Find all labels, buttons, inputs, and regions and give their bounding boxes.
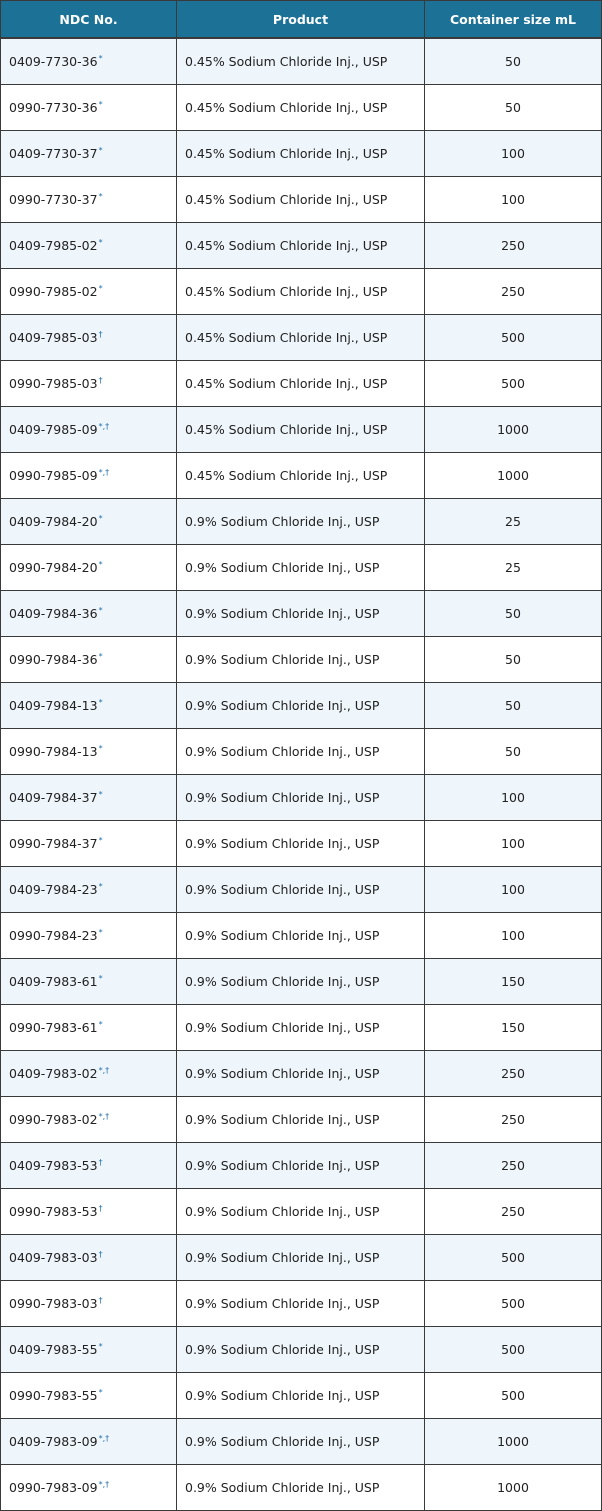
container-size-cell: 100: [425, 775, 602, 821]
footnote-link[interactable]: †: [98, 376, 103, 385]
table-row: [1, 1189, 602, 1235]
footnote-link[interactable]: *: [98, 652, 103, 661]
container-size-cell: 250: [425, 269, 602, 315]
ndc-code: 0990-7985-02: [9, 284, 98, 299]
ndc-code: 0409-7984-23: [9, 882, 98, 897]
header-product: Product: [177, 1, 425, 39]
ndc-code: 0409-7984-37: [9, 790, 98, 805]
ndc-cell: [1, 177, 177, 223]
ndc-cell: [1, 1005, 177, 1051]
ndc-code: 0990-7730-37: [9, 192, 98, 207]
footnote-link[interactable]: †: [98, 1158, 103, 1167]
container-size-cell: 25: [425, 499, 602, 545]
product-cell: 0.9% Sodium Chloride Inj., USP: [177, 1005, 425, 1051]
footnote-link[interactable]: *,†: [98, 422, 110, 431]
product-cell: 0.9% Sodium Chloride Inj., USP: [177, 775, 425, 821]
table-row: [1, 913, 602, 959]
ndc-cell: [1, 1327, 177, 1373]
table-row: [1, 545, 602, 591]
table-row: [1, 1235, 602, 1281]
footnote-link[interactable]: *,†: [98, 468, 110, 477]
ndc-code: 0990-7983-61: [9, 1020, 98, 1035]
ndc-code: 0990-7984-13: [9, 744, 98, 759]
ndc-cell: [1, 775, 177, 821]
ndc-cell: [1, 315, 177, 361]
footnote-link[interactable]: *: [98, 606, 103, 615]
ndc-cell: [1, 1189, 177, 1235]
ndc-code: 0990-7983-53: [9, 1204, 98, 1219]
table-header: [1, 1, 602, 39]
table-body: [1, 38, 602, 1511]
ndc-code: 0409-7983-53: [9, 1158, 98, 1173]
product-cell: 0.9% Sodium Chloride Inj., USP: [177, 1143, 425, 1189]
footnote-link[interactable]: *: [98, 100, 103, 109]
ndc-cell: [1, 269, 177, 315]
ndc-code: 0409-7983-55: [9, 1342, 98, 1357]
table-row: [1, 38, 602, 85]
ndc-code: 0990-7983-03: [9, 1296, 98, 1311]
ndc-cell: [1, 223, 177, 269]
ndc-cell: [1, 1465, 177, 1511]
container-size-cell: 150: [425, 959, 602, 1005]
container-size-cell: 50: [425, 637, 602, 683]
ndc-cell: [1, 453, 177, 499]
container-size-cell: 100: [425, 131, 602, 177]
table-row: [1, 1373, 602, 1419]
footnote-link[interactable]: *: [98, 882, 103, 891]
table-row: [1, 315, 602, 361]
footnote-link[interactable]: *,†: [98, 1112, 110, 1121]
ndc-code: 0990-7984-20: [9, 560, 98, 575]
ndc-cell: [1, 407, 177, 453]
ndc-cell: [1, 131, 177, 177]
ndc-code: 0409-7985-03: [9, 330, 98, 345]
table-row: [1, 1143, 602, 1189]
container-size-cell: 500: [425, 1327, 602, 1373]
product-cell: 0.9% Sodium Chloride Inj., USP: [177, 1327, 425, 1373]
table-row: [1, 591, 602, 637]
product-cell: 0.9% Sodium Chloride Inj., USP: [177, 959, 425, 1005]
container-size-cell: 100: [425, 821, 602, 867]
ndc-cell: [1, 1281, 177, 1327]
product-cell: 0.9% Sodium Chloride Inj., USP: [177, 821, 425, 867]
footnote-link[interactable]: †: [98, 330, 103, 339]
footnote-link[interactable]: *: [98, 1342, 103, 1351]
header-container-size: Container size mL: [425, 1, 602, 39]
product-cell: 0.9% Sodium Chloride Inj., USP: [177, 1097, 425, 1143]
ndc-cell: [1, 361, 177, 407]
container-size-cell: 50: [425, 729, 602, 775]
table-row: [1, 959, 602, 1005]
product-cell: 0.45% Sodium Chloride Inj., USP: [177, 177, 425, 223]
container-size-cell: 50: [425, 683, 602, 729]
ndc-code: 0990-7985-09: [9, 468, 98, 483]
ndc-cell: [1, 1373, 177, 1419]
product-cell: 0.9% Sodium Chloride Inj., USP: [177, 683, 425, 729]
container-size-cell: 50: [425, 38, 602, 85]
ndc-cell: [1, 38, 177, 85]
product-cell: 0.9% Sodium Chloride Inj., USP: [177, 637, 425, 683]
container-size-cell: 500: [425, 1235, 602, 1281]
table-row: [1, 1005, 602, 1051]
table-row: [1, 499, 602, 545]
table-row: [1, 867, 602, 913]
table-row: [1, 637, 602, 683]
ndc-code: 0990-7985-03: [9, 376, 98, 391]
container-size-cell: 1000: [425, 453, 602, 499]
ndc-code: 0990-7983-09: [9, 1480, 98, 1495]
product-cell: 0.9% Sodium Chloride Inj., USP: [177, 1465, 425, 1511]
product-cell: 0.45% Sodium Chloride Inj., USP: [177, 315, 425, 361]
container-size-cell: 250: [425, 1189, 602, 1235]
container-size-cell: 100: [425, 867, 602, 913]
product-cell: 0.45% Sodium Chloride Inj., USP: [177, 85, 425, 131]
ndc-cell: [1, 637, 177, 683]
footnote-link[interactable]: *: [98, 146, 103, 155]
footnote-link[interactable]: *,†: [98, 1480, 110, 1489]
container-size-cell: 25: [425, 545, 602, 591]
table-row: [1, 1465, 602, 1511]
ndc-code: 0409-7984-36: [9, 606, 98, 621]
ndc-code: 0409-7984-13: [9, 698, 98, 713]
ndc-code: 0409-7983-03: [9, 1250, 98, 1265]
table-row: [1, 269, 602, 315]
footnote-link[interactable]: *: [98, 238, 103, 247]
table-row: [1, 223, 602, 269]
container-size-cell: 500: [425, 1373, 602, 1419]
product-cell: 0.9% Sodium Chloride Inj., USP: [177, 1235, 425, 1281]
product-cell: 0.45% Sodium Chloride Inj., USP: [177, 453, 425, 499]
ndc-code: 0990-7984-23: [9, 928, 98, 943]
ndc-cell: [1, 85, 177, 131]
container-size-cell: 250: [425, 1097, 602, 1143]
ndc-code: 0990-7983-55: [9, 1388, 98, 1403]
footnote-link[interactable]: *: [98, 698, 103, 707]
header-row: [1, 1, 602, 39]
product-cell: 0.45% Sodium Chloride Inj., USP: [177, 361, 425, 407]
ndc-cell: [1, 1235, 177, 1281]
ndc-code: 0990-7730-36: [9, 100, 98, 115]
ndc-cell: [1, 499, 177, 545]
ndc-cell: [1, 1097, 177, 1143]
footnote-link[interactable]: *: [98, 744, 103, 753]
ndc-code: 0990-7984-37: [9, 836, 98, 851]
ndc-code: 0409-7983-02: [9, 1066, 98, 1081]
container-size-cell: 1000: [425, 407, 602, 453]
ndc-code: 0990-7984-36: [9, 652, 98, 667]
table-row: [1, 1327, 602, 1373]
ndc-cell: [1, 1051, 177, 1097]
ndc-cell: [1, 1143, 177, 1189]
table-row: [1, 131, 602, 177]
footnote-link[interactable]: *: [98, 1020, 103, 1029]
product-cell: 0.9% Sodium Chloride Inj., USP: [177, 1281, 425, 1327]
product-cell: 0.45% Sodium Chloride Inj., USP: [177, 131, 425, 177]
footnote-link[interactable]: †: [98, 1296, 103, 1305]
product-cell: 0.9% Sodium Chloride Inj., USP: [177, 913, 425, 959]
container-size-cell: 250: [425, 1143, 602, 1189]
container-size-cell: 1000: [425, 1419, 602, 1465]
table-row: [1, 407, 602, 453]
table-row: [1, 1419, 602, 1465]
product-cell: 0.9% Sodium Chloride Inj., USP: [177, 867, 425, 913]
table-row: [1, 453, 602, 499]
ndc-cell: [1, 1419, 177, 1465]
ndc-code: 0990-7983-02: [9, 1112, 98, 1127]
footnote-link[interactable]: *: [98, 514, 103, 523]
product-cell: 0.9% Sodium Chloride Inj., USP: [177, 1189, 425, 1235]
table-row: [1, 177, 602, 223]
footnote-link[interactable]: *: [98, 284, 103, 293]
container-size-cell: 250: [425, 223, 602, 269]
product-cell: 0.9% Sodium Chloride Inj., USP: [177, 1373, 425, 1419]
table-row: [1, 775, 602, 821]
footnote-link[interactable]: *: [98, 54, 103, 63]
container-size-cell: 150: [425, 1005, 602, 1051]
table-row: [1, 1281, 602, 1327]
footnote-link[interactable]: *: [98, 560, 103, 569]
ndc-code: 0409-7984-20: [9, 514, 98, 529]
ndc-cell: [1, 821, 177, 867]
product-cell: 0.9% Sodium Chloride Inj., USP: [177, 1051, 425, 1097]
ndc-code: 0409-7985-02: [9, 238, 98, 253]
ndc-code: 0409-7985-09: [9, 422, 98, 437]
ndc-code: 0409-7983-09: [9, 1434, 98, 1449]
ndc-cell: [1, 545, 177, 591]
product-cell: 0.9% Sodium Chloride Inj., USP: [177, 545, 425, 591]
footnote-link[interactable]: *: [98, 1388, 103, 1397]
footnote-link[interactable]: *,†: [98, 1066, 110, 1075]
container-size-cell: 500: [425, 1281, 602, 1327]
table-row: [1, 683, 602, 729]
footnote-link[interactable]: *: [98, 790, 103, 799]
footnote-link[interactable]: †: [98, 1250, 103, 1259]
product-cell: 0.9% Sodium Chloride Inj., USP: [177, 591, 425, 637]
container-size-cell: 1000: [425, 1465, 602, 1511]
table-row: [1, 361, 602, 407]
table-row: [1, 1097, 602, 1143]
footnote-link[interactable]: *: [98, 836, 103, 845]
ndc-cell: [1, 867, 177, 913]
table-row: [1, 85, 602, 131]
container-size-cell: 100: [425, 913, 602, 959]
product-cell: 0.45% Sodium Chloride Inj., USP: [177, 38, 425, 85]
ndc-cell: [1, 959, 177, 1005]
table-row: [1, 821, 602, 867]
product-cell: 0.45% Sodium Chloride Inj., USP: [177, 407, 425, 453]
footnote-link[interactable]: *: [98, 928, 103, 937]
ndc-code: 0409-7983-61: [9, 974, 98, 989]
ndc-code: 0409-7730-37: [9, 146, 98, 161]
ndc-cell: [1, 591, 177, 637]
ndc-cell: [1, 683, 177, 729]
footnote-link[interactable]: *,†: [98, 1434, 110, 1443]
container-size-cell: 500: [425, 361, 602, 407]
product-cell: 0.9% Sodium Chloride Inj., USP: [177, 729, 425, 775]
table-row: [1, 729, 602, 775]
ndc-cell: [1, 729, 177, 775]
ndc-code: 0409-7730-36: [9, 54, 98, 69]
header-ndc: NDC No.: [1, 1, 177, 39]
container-size-cell: 500: [425, 315, 602, 361]
container-size-cell: 50: [425, 85, 602, 131]
footnote-link[interactable]: *: [98, 192, 103, 201]
product-cell: 0.9% Sodium Chloride Inj., USP: [177, 1419, 425, 1465]
product-cell: 0.45% Sodium Chloride Inj., USP: [177, 269, 425, 315]
container-size-cell: 100: [425, 177, 602, 223]
table-row: [1, 1051, 602, 1097]
footnote-link[interactable]: *: [98, 974, 103, 983]
product-cell: 0.45% Sodium Chloride Inj., USP: [177, 223, 425, 269]
container-size-cell: 50: [425, 591, 602, 637]
product-cell: 0.9% Sodium Chloride Inj., USP: [177, 499, 425, 545]
footnote-link[interactable]: †: [98, 1204, 103, 1213]
ndc-cell: [1, 913, 177, 959]
container-size-cell: 250: [425, 1051, 602, 1097]
